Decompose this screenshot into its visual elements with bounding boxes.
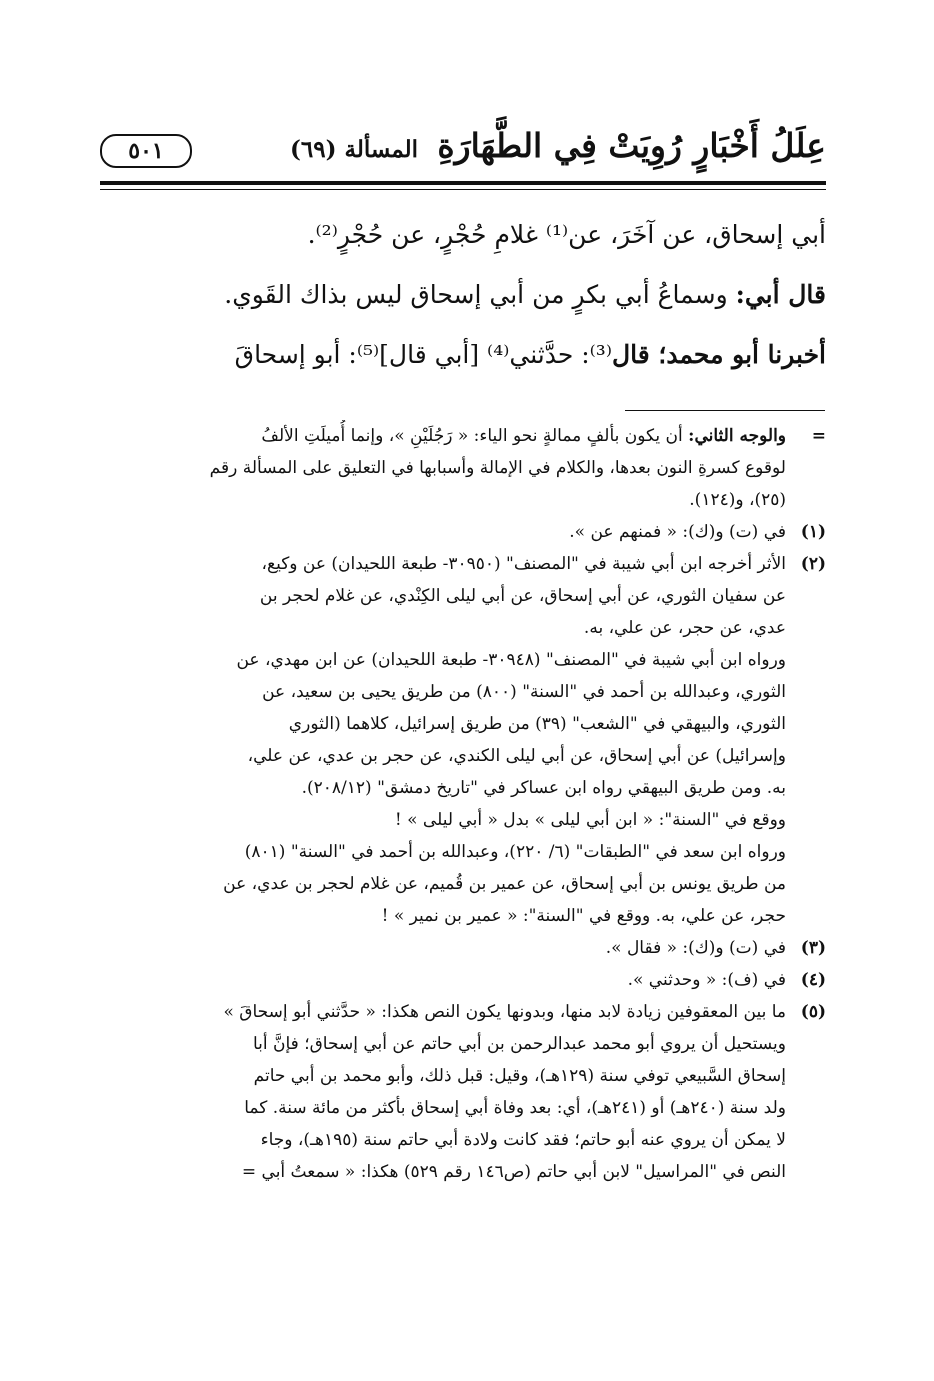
footnote-line: إسحاق السَّبيعي توفي سنة (١٢٩هـ)، وقيل: قبل ذلك، وأبو محمد بن أبي حاتم — [253, 1066, 786, 1086]
book-title: عِلَلُ أَخْبَارٍ رُوِيَتْ فِي الطَّهَارَةِ — [437, 126, 826, 165]
masala-label: المسألة (٦٩) — [290, 136, 419, 163]
footnote-line: في (ت) و(ك): « فمنهم عن ». — [569, 522, 786, 542]
footnote — [100, 932, 826, 964]
footnote-marker: (١) — [800, 522, 826, 542]
footnote — [100, 516, 826, 548]
footnote-line: ما بين المعقوفين زيادة لابد منها، وبدونها يكون النص هكذا: « حدَّثني أبو إسحاقَ » — [223, 1002, 786, 1022]
footnote-line: (٢٥)، و(١٢٤). — [689, 490, 786, 510]
footnote-line: عن سفيان الثوري، عن أبي إسحاق، عن أبي ليلى الكِنْدي، عن غلام لحجر بن — [259, 586, 786, 606]
page-number: ٥٠١ — [100, 134, 192, 168]
footnote-line: لا يمكن أن يروي عنه أبو حاتم؛ فقد كانت ولادة أبي حاتم سنة (١٩٥هـ)، وجاء — [260, 1130, 786, 1150]
footnote-line: النص في "المراسيل" لابن أبي حاتم (ص١٤٦ رقم ٥٢٩) هكذا: « سمعتُ أبي = — [241, 1162, 786, 1182]
footnote — [100, 548, 826, 932]
running-header — [100, 122, 826, 178]
footnote-line: عدي، عن حجر، عن علي، به. — [583, 618, 786, 638]
footnote-line: حجر، عن علي، به. ووقع في "السنة": « عمير بن نمير » ! — [381, 906, 786, 926]
footnote-line: لوقوع كسرةِ النون بعدها، والكلام في الإمالة وأسبابها في التعليق على المسألة رقم — [209, 458, 786, 478]
footnote-line: به. ومن طريق البيهقي رواه ابن عساكر في "تاريخ دمشق" (٢٠٨/١٢). — [301, 778, 786, 798]
header-rule-thick — [100, 181, 826, 185]
main-text-line: قال أبي: وسماعُ أبي بكرٍ من أبي إسحاق ليس بذاك القَوي. — [224, 280, 826, 309]
footnote-marker: = — [811, 426, 826, 446]
footnote — [100, 420, 826, 516]
footnote-line: والوجه الثاني: أن يكون بألفٍ ممالةٍ نحو الياء: « رَجُلَيْنِ »، وإنما أُميلَتِ الألفُ — [261, 426, 786, 446]
footnote-separator — [625, 410, 825, 411]
main-text-line: أخبرنا أبو محمد؛ قال⁽³⁾: حدَّثني⁽⁴⁾ [أبي قال]⁽⁵⁾: أبو إسحاقَ — [234, 340, 826, 369]
footnote-marker: (٢) — [800, 554, 826, 574]
footnote-line: الأثر أخرجه ابن أبي شيبة في "المصنف" (٣٠٩٥٠- طبعة اللحيدان) عن وكيع، — [261, 554, 786, 574]
footnote-line: الثوري، وعبدالله بن أحمد في "السنة" (٨٠٠) من طريق يحيى بن سعيد، عن — [262, 682, 786, 702]
footnote-line: في (ف): « وحدثني ». — [627, 970, 786, 990]
footnote-marker: (٣) — [800, 938, 826, 958]
header-rule-thin — [100, 189, 826, 190]
footnote-line: وإسرائيل) عن أبي إسحاق، عن أبي ليلى الكندي، عن حجر بن عدي، عن علي، — [247, 746, 786, 766]
footnote-line: ورواه ابن سعد في "الطبقات" (٦/ ٢٢٠)، وعبدالله بن أحمد في "السنة" (٨٠١) — [244, 842, 786, 862]
footnotes — [100, 420, 826, 1188]
footnote-marker: (٥) — [800, 1002, 826, 1022]
main-text-line: أبي إسحاق، عن آخَرَ، عن⁽¹⁾ غلامِ حُجْرٍ، عن حُجْرٍ⁽²⁾. — [307, 220, 826, 249]
footnote-line: الثوري، والبيهقي في "الشعب" (٣٩) من طريق إسرائيل، كلاهما (الثوري — [288, 714, 786, 734]
footnote-line: ورواه ابن أبي شيبة في "المصنف" (٣٠٩٤٨- طبعة اللحيدان) عن ابن مهدي، عن — [236, 650, 786, 670]
footnote-line: من طريق يونس بن أبي إسحاق، عن عمير بن قُميم، عن غلام لحجر بن عدي، عن — [223, 874, 786, 894]
footnote-marker: (٤) — [800, 970, 826, 990]
footnote — [100, 964, 826, 996]
footnote — [100, 996, 826, 1188]
main-text — [100, 205, 826, 385]
footnote-line: ولد سنة (٢٤٠هـ) أو (٢٤١هـ)، أي: بعد وفاة أبي إسحاق بأكثر من مائة سنة. كما — [244, 1098, 786, 1118]
footnote-line: ووقع في "السنة": « ابن أبي ليلى » بدل « أبي ليلى » ! — [394, 810, 786, 830]
footnote-line: ويستحيل أن يروي أبو محمد عبدالرحمن بن أبي حاتم عن أبي إسحاق؛ فإنَّ أبا — [252, 1034, 786, 1054]
footnote-line: في (ت) و(ك): « فقال ». — [605, 938, 786, 958]
